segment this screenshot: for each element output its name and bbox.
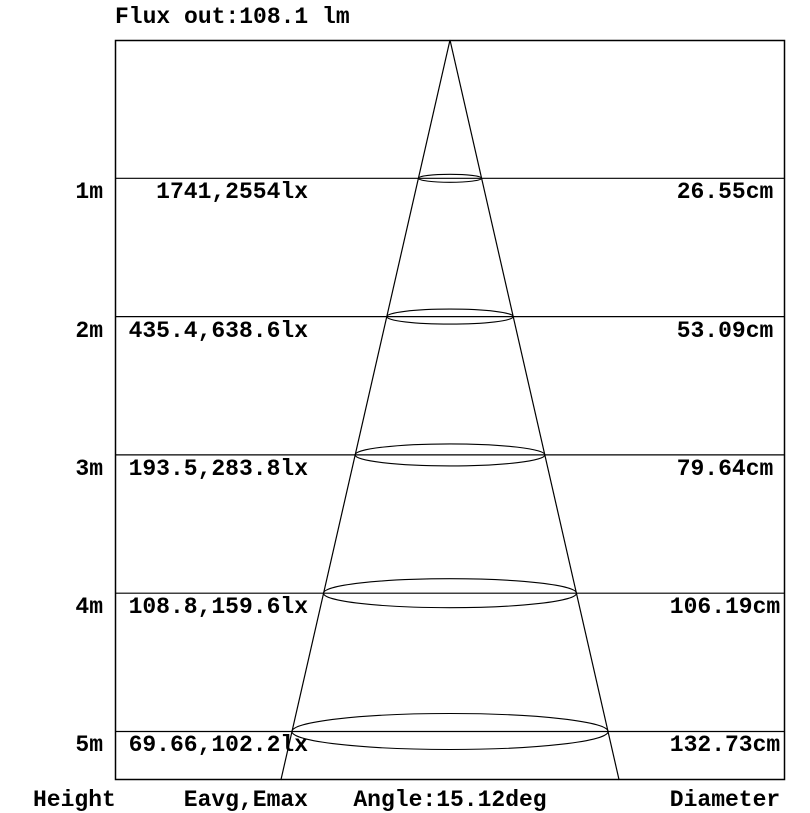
footer-height-label: Height xyxy=(33,787,116,813)
eavg-emax-value-3m: 193.5,283.8lx xyxy=(128,456,308,482)
eavg-emax-value-1m: 1741,2554lx xyxy=(156,179,308,205)
height-label-4m: 4m xyxy=(75,594,103,620)
eavg-emax-value-2m: 435.4,638.6lx xyxy=(128,318,308,344)
height-label-3m: 3m xyxy=(75,456,103,482)
height-label-5m: 5m xyxy=(75,732,103,758)
diameter-value-4m: 106.19cm xyxy=(669,594,781,620)
height-label-1m: 1m xyxy=(75,179,103,205)
beam-line-right xyxy=(450,40,619,780)
diameter-value-2m: 53.09cm xyxy=(676,318,774,344)
beam-line-left xyxy=(281,40,450,780)
footer-diameter-label: Diameter xyxy=(669,787,781,813)
flux-out-title: Flux out:108.1 lm xyxy=(115,4,350,30)
plot-frame xyxy=(116,41,785,780)
diameter-value-5m: 132.73cm xyxy=(669,732,781,758)
height-label-2m: 2m xyxy=(75,318,103,344)
footer-eavg-emax-label: Eavg,Emax xyxy=(183,787,308,813)
eavg-emax-value-4m: 108.8,159.6lx xyxy=(128,594,308,620)
footer-beam-angle-label: Angle:15.12deg xyxy=(353,787,547,813)
diameter-value-3m: 79.64cm xyxy=(676,456,774,482)
eavg-emax-value-5m: 69.66,102.2lx xyxy=(128,732,308,758)
diameter-value-1m: 26.55cm xyxy=(676,179,774,205)
